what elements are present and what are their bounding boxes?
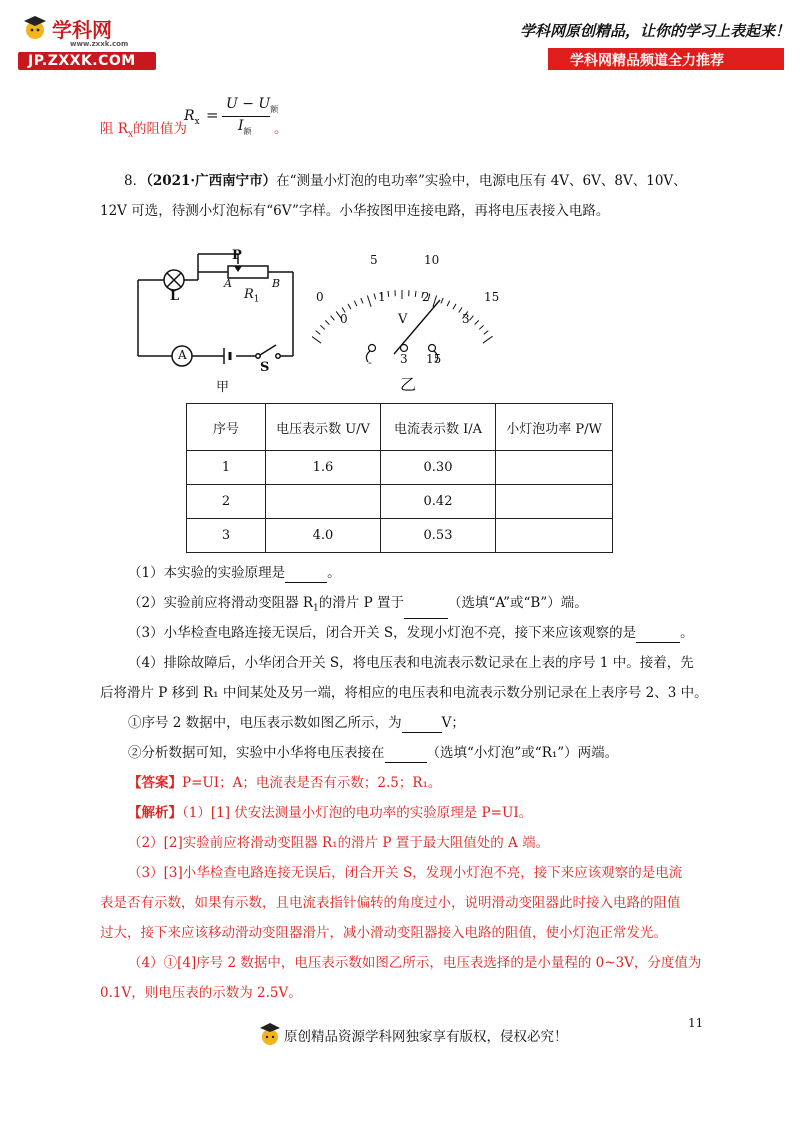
scale-tick — [316, 331, 321, 335]
analysis-line-6: （4）①[4]序号 2 数据中，电压表示数如图乙所示，电压表选择的是小量程的 0~3V，分度值为 — [128, 955, 702, 971]
slogan: 学科网原创精品，让你的学习上表起来！ — [520, 22, 791, 40]
table-cell: 4.0 — [266, 519, 381, 553]
table-header: 小灯泡功率 P/W — [496, 404, 613, 451]
logo-name: 学科网 — [52, 18, 112, 42]
label-R1: $R_1$ — [244, 287, 260, 305]
label-P: P — [232, 248, 242, 263]
terminal-3: 3 — [400, 352, 408, 366]
part-2: （2）实验前应将滑动变阻器 $R_1$的滑片 P 置于 （选填“A”或“B”）端。 — [128, 593, 588, 619]
scale-tick — [354, 301, 357, 306]
scale-tick — [453, 304, 456, 309]
label-S: S — [260, 360, 270, 375]
scale-top-0: 0 — [316, 290, 324, 304]
part-1: （1）本实验的实验原理是 。 — [128, 565, 341, 581]
label-B: B — [272, 277, 281, 290]
table-cell: 1.6 — [266, 451, 381, 485]
answer-blank[interactable] — [404, 604, 448, 619]
table-header-row — [187, 404, 613, 451]
scale-tick — [348, 304, 351, 309]
formula-eq: = — [206, 106, 219, 124]
part-4-line-2: 后将滑片 P 移到 R₁ 中间某处及另一端，将相应的电压表和电流表示数分别记录在上表序号 2、3 中。 — [100, 685, 708, 701]
scale-tick — [312, 336, 321, 343]
table-cell — [496, 485, 613, 519]
banner — [548, 48, 784, 70]
banner-text: 学科网精品频道全力推荐 — [570, 53, 724, 69]
table-cell — [496, 519, 613, 553]
table-cell: 0.42 — [381, 485, 496, 519]
copyright-notice: 原创精品资源学科网独家享有版权，侵权必究！ — [284, 1029, 568, 1045]
answer-label: 【答案】 — [128, 775, 182, 791]
answer-blank[interactable] — [385, 748, 427, 763]
battery-symbol — [224, 348, 230, 364]
answer — [128, 773, 441, 793]
scale-tick — [484, 331, 489, 335]
label-A: A — [224, 277, 232, 290]
label-V: V — [398, 312, 408, 327]
logo-sub: www.zxxk.com — [70, 40, 129, 48]
analysis-line-4: 表是否有示数，如果有示数，且电流表指针偏转的角度过小，说明滑动变阻器此时接入电路的阻值 — [100, 895, 681, 911]
table-cell: 2 — [187, 485, 266, 519]
analysis-line-5: 过大，接下来应该移动滑动变阻器滑片，减小滑动变阻器接入电路的阻值，使小灯泡正常发光。 — [100, 925, 667, 941]
page-number: 11 — [688, 1016, 704, 1030]
prev-prefix: 阻 $R_x$的阻值为 — [100, 121, 188, 140]
analysis-line-2: （2）[2]实验前应将滑动变阻器 R₁的滑片 P 置于最大阻值处的 A 端。 — [128, 835, 550, 851]
scale-tick — [441, 298, 443, 304]
scale-tick — [320, 325, 324, 329]
part-3: （3）小华检查电路连接无误后，闭合开关 S，发现小灯泡不亮，接下来应该观察的是 。 — [128, 625, 694, 641]
analysis-line-1: 【解析】（1）[1] 伏安法测量小灯泡的电功率的实验原理是 P=UI。 — [128, 805, 533, 821]
analysis-line-3: （3）[3]小华检查电路连接无误后，闭合开关 S，发现小灯泡不亮，接下来应该观察的是电流 — [128, 865, 683, 881]
table-row — [187, 451, 613, 485]
table-cell: 0.30 — [381, 451, 496, 485]
table-row — [187, 519, 613, 553]
mascot-icon — [258, 1020, 282, 1048]
formula-numerator: $U - U_额$ — [226, 96, 279, 114]
scale-bottom-0: 0 — [340, 312, 348, 326]
table-header: 序号 — [187, 404, 266, 451]
logo[interactable] — [18, 10, 158, 72]
scale-bottom-2: 2 — [422, 290, 430, 304]
caption-jia: 甲 — [216, 380, 230, 395]
scale-tick — [479, 325, 483, 329]
table-row — [187, 485, 613, 519]
question-line-1: 8．（2021·广西南宁市）在“测量小灯泡的电功率”实验中，电源电压有 4V、6V、8V、10V、 — [124, 173, 687, 189]
table-header: 电流表示数 I/A — [381, 404, 496, 451]
part-4-sub-1: ①序号 2 数据中，电压表示数如图乙所示，为 V； — [128, 715, 465, 731]
answer-blank[interactable] — [285, 568, 327, 583]
logo-url-bar — [18, 52, 156, 70]
scale-bottom-3: 3 — [462, 312, 470, 326]
label-L: L — [170, 289, 180, 304]
mascot-icon — [20, 12, 50, 42]
part-4-line-1: （4）排除故障后，小华闭合开关 S，将电压表和电流表示数记录在上表的序号 1 中。接着，先 — [128, 655, 694, 671]
scale-tick — [447, 301, 450, 306]
table-cell: 1 — [187, 451, 266, 485]
caption-yi: 乙 — [400, 375, 417, 394]
part-4-sub-2: ②分析数据可知，实验中小华将电压表接在 （选填“小灯泡”或“R₁”）两端。 — [128, 745, 619, 761]
scale-tick — [325, 320, 329, 324]
lamp-symbol — [164, 270, 184, 290]
switch-symbol — [256, 345, 280, 358]
table-cell — [266, 485, 381, 519]
analysis-line-7: 0.1V，则电压表的示数为 2.5V。 — [100, 985, 302, 1001]
rheostat-symbol — [228, 266, 268, 278]
table-header: 电压表示数 U/V — [266, 404, 381, 451]
formula-denominator: $I_额$ — [238, 118, 252, 136]
terminal-15: 15 — [426, 352, 442, 366]
scale-top-15: 15 — [484, 290, 500, 304]
table-cell: 0.53 — [381, 519, 496, 553]
analysis-label: 【解析】 — [128, 805, 182, 821]
scale-tick — [361, 298, 363, 304]
data-table — [186, 403, 613, 553]
answer-blank[interactable] — [636, 628, 680, 643]
table-cell — [496, 451, 613, 485]
scale-tick — [415, 291, 416, 297]
logo-url: JP.ZXXK.COM — [28, 53, 136, 69]
scale-tick — [388, 291, 389, 297]
scale-tick — [374, 294, 376, 300]
formula-lhs: $R_x$ — [184, 108, 200, 127]
label-ammeter-A: A — [178, 348, 187, 362]
scale-tick — [475, 320, 479, 324]
circuit-diagram — [128, 244, 308, 390]
answer-text: P=UI；A；电流表是否有示数；2.5；R₁。 — [182, 775, 442, 791]
question-source: （2021·广西南宁市） — [146, 173, 277, 189]
prev-end: 。 — [274, 121, 288, 137]
scale-tick — [367, 296, 371, 307]
scale-top-5: 5 — [370, 253, 378, 267]
scale-tick — [470, 316, 474, 321]
scale-top-10: 10 — [424, 253, 440, 267]
answer-blank[interactable] — [402, 718, 442, 733]
fraction-bar — [222, 116, 270, 117]
terminal-minus: - — [368, 356, 372, 369]
scale-tick — [483, 336, 493, 343]
question-line-2: 12V 可选，待测小灯泡标有“6V”字样。小华按图甲连接电路，再将电压表接入电路。 — [100, 203, 610, 219]
scale-tick — [331, 316, 335, 321]
scale-bottom-1: 1 — [378, 290, 386, 304]
table-cell: 3 — [187, 519, 266, 553]
